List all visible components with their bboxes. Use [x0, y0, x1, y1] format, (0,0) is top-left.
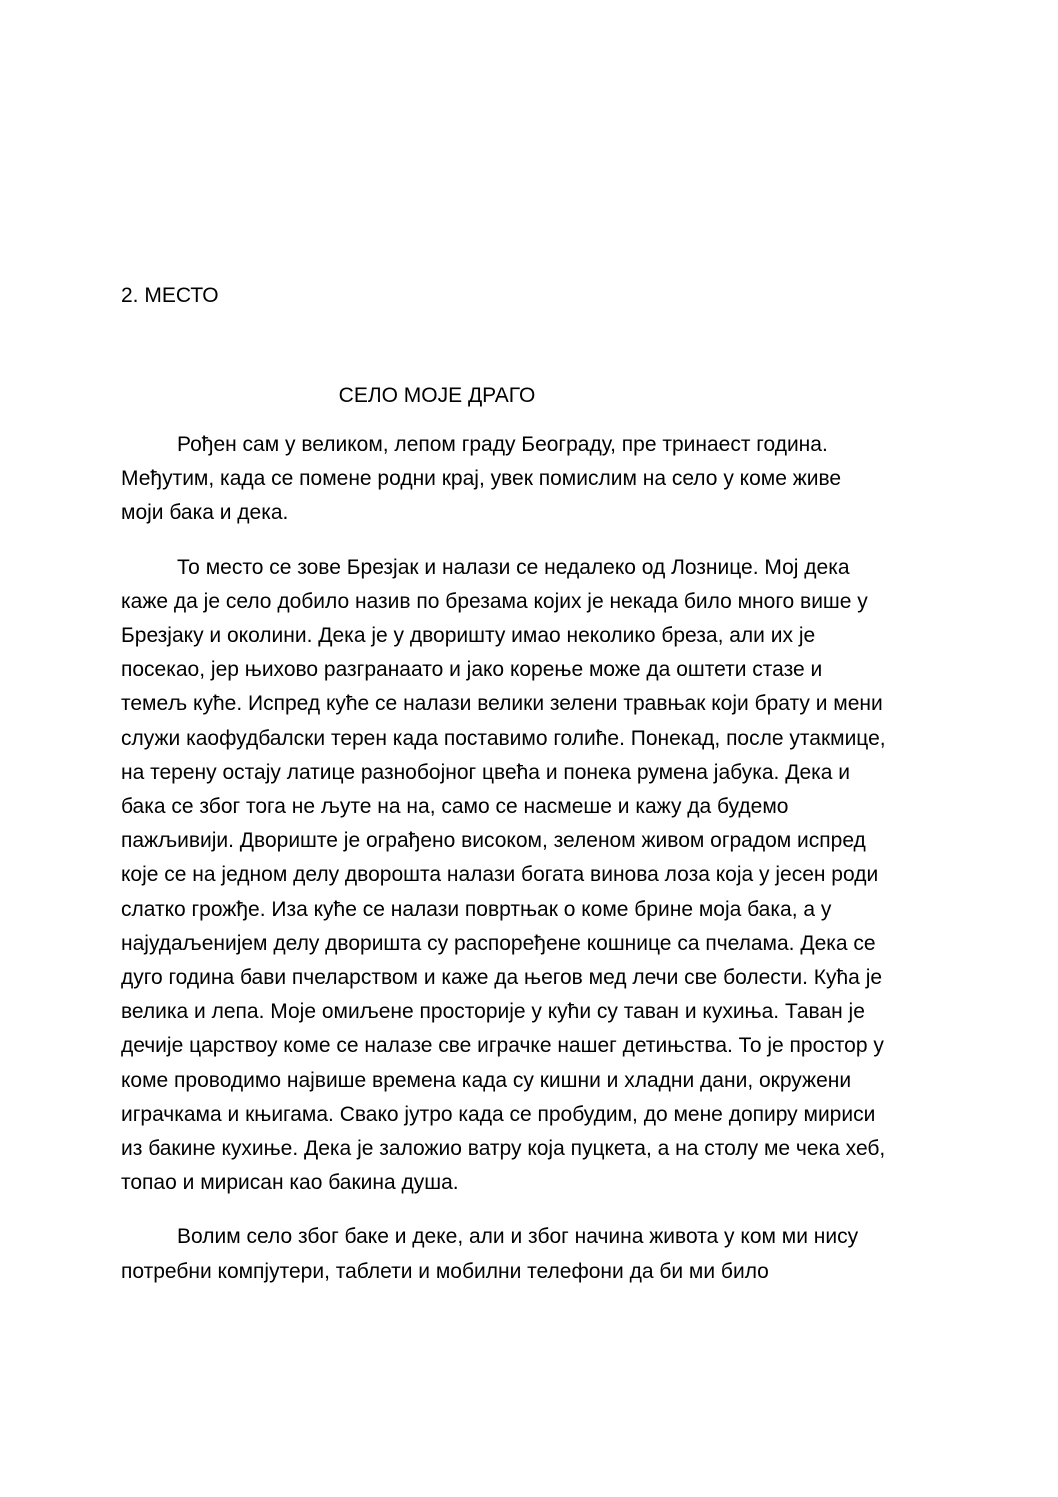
text-line: Међутим, када се помене родни крај, увек помислим на село у коме живе	[121, 467, 842, 491]
text-line: топао и мирисан као бакина душа.	[121, 1171, 459, 1195]
body-text	[121, 428, 941, 1301]
text-line: на терену остају латице разнобојног цвећа и понека румена јабука. Дека и	[121, 760, 851, 784]
text-line: моји бака и дека.	[121, 501, 289, 525]
document-title: СЕЛО МОЈЕ ДРАГО	[338, 384, 536, 407]
paragraph	[121, 428, 941, 531]
paragraph	[121, 551, 941, 1201]
text-line: Рођен сам у великом, лепом граду Београду, пре тринаест година.	[177, 433, 828, 456]
section-heading: 2. МЕСТО	[121, 284, 219, 307]
text-line: слатко грожђе. Иза куће се налази повртњак о коме брине моја бака, а у	[121, 897, 832, 921]
text-line: каже да је село добило назив по брезама којих је некада било много више у	[121, 589, 868, 613]
text-line: које се на једном делу дворошта налази богата винова лоза која у јесен роди	[121, 863, 879, 887]
text-line: пажљивији. Двориште је ограђено високом, зеленом живом оградом испред	[121, 829, 866, 853]
text-line: велика и лепа. Моје омиљене просторије у кући су таван и кухиња. Таван је	[121, 1000, 865, 1024]
document-title-row	[0, 382, 1058, 410]
text-line: посекао, јер њихово разгранаато и јако корење може да оштети стазе и	[121, 658, 823, 682]
text-line: Волим село због баке и деке, али и због начина живота у ком ми нису	[177, 1225, 859, 1249]
text-line: потребни компјутери, таблети и мобилни телефони да би ми било	[121, 1259, 769, 1283]
text-line: То место се зове Брезјак и налази се недалеко од Лознице. Мој дека	[177, 555, 850, 579]
text-line: из бакине кухиње. Дека је заложио ватру која пуцкета, а на столу ме чека хеб,	[121, 1137, 886, 1161]
text-line: бака се због тога не љуте на на, само се насмеше и кажу да будемо	[121, 795, 789, 819]
text-line: Брезјаку и околини. Дека је у дворишту имао неколико бреза, али их је	[121, 624, 816, 648]
paragraph	[121, 1220, 941, 1288]
text-line: служи каофудбалски терен када поставимо голиће. Понекад, после утакмице,	[121, 726, 886, 750]
text-line: дуго година бави пчеларством и каже да његов мед лечи све болести. Кућа је	[121, 966, 883, 990]
text-line: коме проводимо највише времена када су кишни и хладни дани, окружени	[121, 1068, 852, 1092]
text-line: најудаљенијем делу дворишта су распоређене кошнице са пчелама. Дека се	[121, 931, 876, 955]
text-line: играчкама и књигама. Свако јутро када се пробудим, до мене допиру мириси	[121, 1102, 876, 1126]
text-line: темељ куће. Испред куће се налази велики зелени травњак који брату и мени	[121, 692, 883, 716]
text-line: дечије царствоу коме се налазе све играчке нашег детињства. То је простор у	[121, 1034, 884, 1058]
